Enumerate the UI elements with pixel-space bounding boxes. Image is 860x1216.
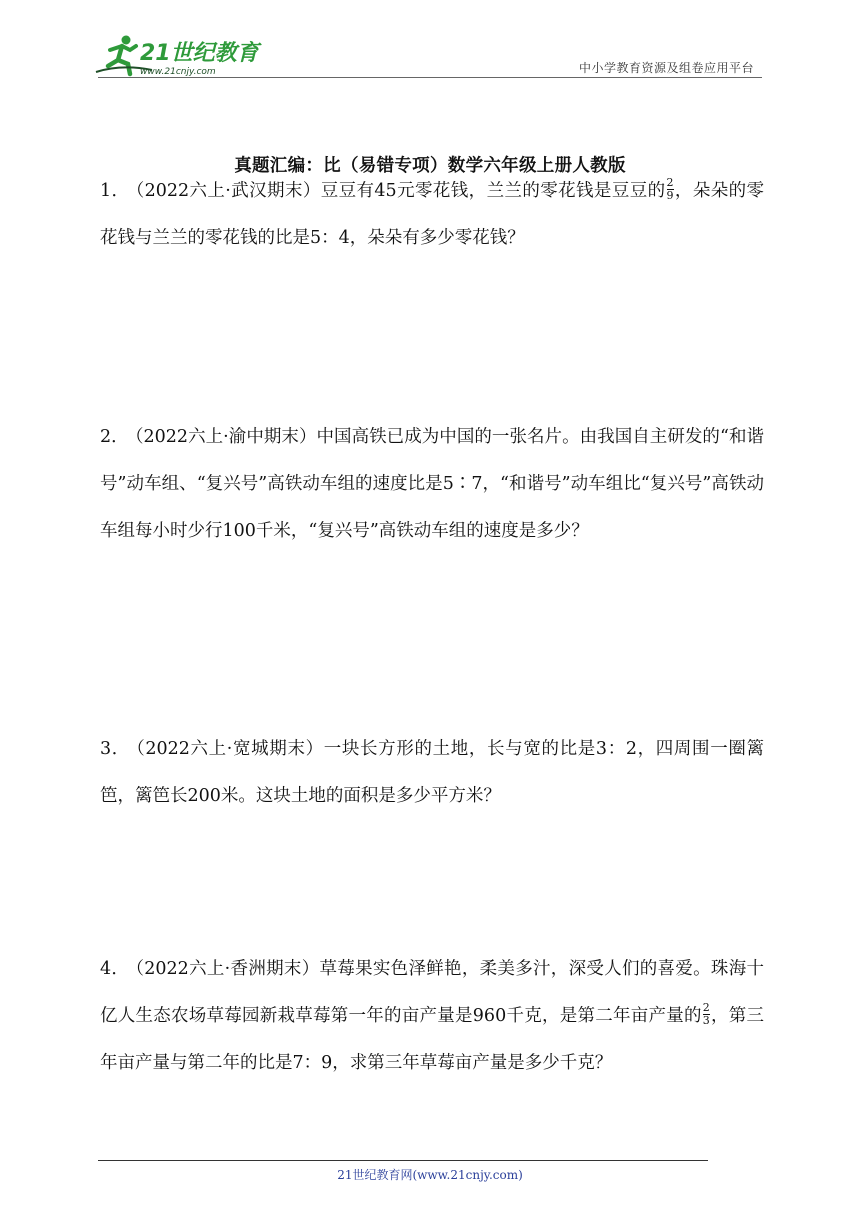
- page-title: 真题汇编：比（易错专项）数学六年级上册人教版: [234, 156, 626, 176]
- platform-tagline: 中小学教育资源及组卷应用平台: [578, 61, 754, 75]
- footer-link[interactable]: 21世纪教育网(www.21cnjy.com): [337, 1168, 523, 1182]
- page-header: [0, 0, 860, 90]
- question-number: 1．: [100, 181, 130, 201]
- question-text-before: （2022六上·香洲期末）草莓果实色泽鲜艳，柔美多汁，深受人们的喜爱。珠海十亿人生态农场草莓园新栽草莓第一年的亩产量是960千克，是第二年亩产量的: [100, 959, 764, 1026]
- question-number: 2．: [100, 427, 129, 447]
- fraction-numerator: 2: [702, 1001, 710, 1014]
- fraction-denominator: 3: [702, 1014, 710, 1027]
- question-4: [100, 946, 764, 1087]
- site-logo[interactable]: [92, 34, 262, 80]
- fraction: [703, 1002, 710, 1027]
- question-number: 4．: [100, 959, 130, 979]
- question-2: [100, 414, 764, 555]
- question-text: （2022六上·宽城期末）一块长方形的土地，长与宽的比是3：2，四周围一圈篱笆，篱笆长200米。这块土地的面积是多少平方米？: [100, 739, 764, 806]
- question-text-after: ，朵朵的零花钱与兰兰的零花钱的比是5：4，朵朵有多少零花钱？: [100, 181, 765, 248]
- logo-text: 21世纪教育: [140, 41, 259, 66]
- question-text-before: （2022六上·武汉期末）豆豆有45元零花钱，兰兰的零花钱是豆豆的: [135, 181, 666, 201]
- fraction-numerator: 2: [666, 176, 674, 189]
- fraction: [667, 177, 674, 202]
- question-text: （2022六上·渝中期末）中国高铁已成为中国的一张名片。由我国自主研发的“和谐号”动车组、“复兴号”高铁动车组的速度比是5∶7，“和谐号”动车组比“复兴号”高铁动车组每小时少行100千米，“复兴号”高铁动车组的速度是多少？: [100, 427, 764, 541]
- question-text-after: ，第三年亩产量与第二年的比是7：9，求第三年草莓亩产量是多少千克？: [100, 1006, 765, 1073]
- question-3: [100, 726, 764, 820]
- logo-url: www.21cnjy.com: [140, 67, 216, 77]
- footer-divider: [98, 1160, 708, 1161]
- runner-logo-icon: [92, 34, 262, 80]
- question-number: 3．: [100, 739, 130, 759]
- fraction-denominator: 9: [666, 189, 674, 202]
- header-divider: [98, 77, 762, 78]
- question-1: [100, 168, 764, 262]
